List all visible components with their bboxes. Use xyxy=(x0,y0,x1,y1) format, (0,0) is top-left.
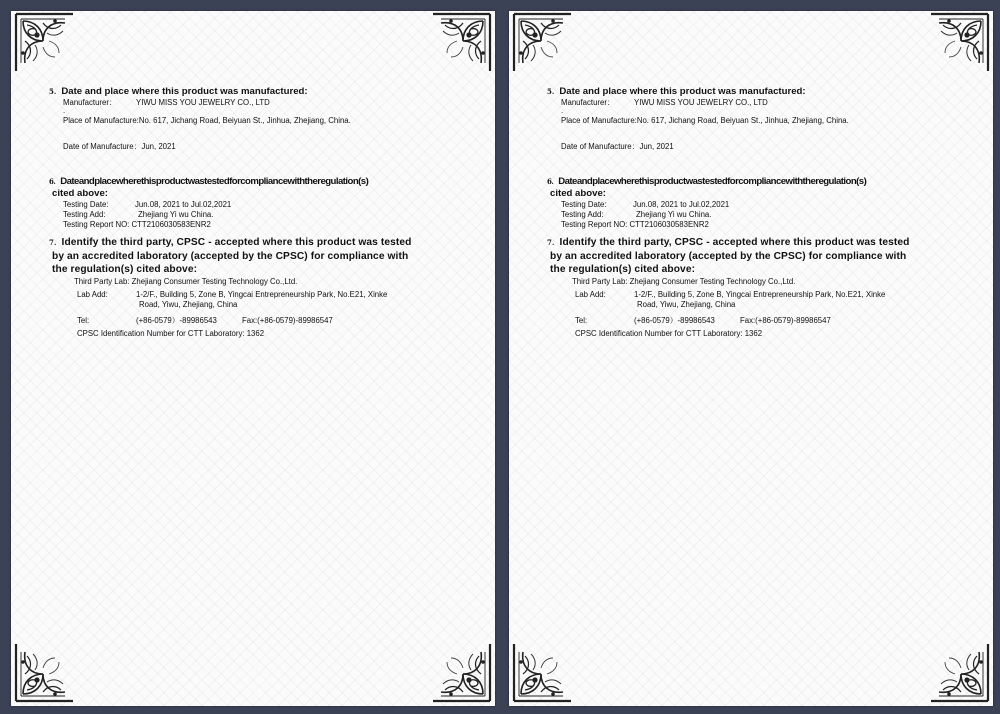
section-title-line2: by an accredited laboratory (accepted by the CPSC) for compliance with xyxy=(52,250,409,262)
testing-add-value: Zhejiang Yi wu China. xyxy=(636,210,712,219)
place-of-manufacture: Place of Manufacture:No. 617, Jichang Road, Beiyuan St., Jinhua, Zhejiang, China. xyxy=(561,116,849,125)
manufacturer-value: YIWU MISS YOU JEWELRY CO., LTD xyxy=(136,98,270,107)
date-of-manufacture: Date of Manufacture：Jun, 2021 xyxy=(63,142,176,151)
section-7-heading xyxy=(49,236,469,250)
certificate-page-2 xyxy=(509,11,993,706)
manufacturer-value: YIWU MISS YOU JEWELRY CO., LTD xyxy=(634,98,768,107)
lab-add-label: Lab Add: xyxy=(77,289,108,299)
section-title: Date and place where this product was manufactured: xyxy=(61,86,308,97)
testing-add-row xyxy=(49,210,469,220)
testing-date-row xyxy=(49,200,469,210)
section-7-heading xyxy=(547,236,967,250)
section-title-line2: cited above: xyxy=(52,188,108,199)
section-title-line1: Dateandplacewherethisproductwastestedforcompliancewiththeregulation(s) xyxy=(558,176,867,187)
dot-mark: . xyxy=(63,106,66,115)
section-number: 7. xyxy=(49,238,57,247)
section-title-line1: Identify the third party, CPSC - accepted where this product was tested xyxy=(559,237,910,248)
tel-value: (+86-0579）-89986543 xyxy=(136,315,217,325)
testing-date-row xyxy=(547,200,967,210)
lab-address-row xyxy=(49,290,469,300)
section-title-line1: Dateandplacewherethisproductwastestedforcompliancewiththeregulation(s) xyxy=(60,176,369,187)
tel-label: Tel: xyxy=(77,315,90,325)
section-number: 7. xyxy=(547,238,555,247)
testing-date-label: Testing Date: xyxy=(63,200,109,209)
testing-add-value: Zhejiang Yi wu China. xyxy=(138,210,214,219)
testing-date-label: Testing Date: xyxy=(561,200,607,209)
section-5-heading xyxy=(547,86,967,98)
corner-ornament-icon xyxy=(511,642,573,704)
corner-ornament-icon xyxy=(431,11,493,73)
corner-ornament-icon xyxy=(13,642,75,704)
section-title-line3: the regulation(s) cited above: xyxy=(550,264,696,275)
testing-add-label: Testing Add: xyxy=(63,210,106,219)
place-of-manufacture: Place of Manufacture:No. 617, Jichang Road, Beiyuan St., Jinhua, Zhejiang, China. xyxy=(63,116,351,125)
section-5-heading xyxy=(49,86,469,98)
corner-ornament-icon xyxy=(511,11,573,73)
page-content xyxy=(49,86,469,339)
section-title: Date and place where this product was manufactured: xyxy=(559,86,806,97)
lab-add-line2: Road, Yiwu, Zhejiang, China xyxy=(637,299,736,309)
section-6-heading xyxy=(547,176,967,188)
tel-label: Tel: xyxy=(575,315,588,325)
section-title-line1: Identify the third party, CPSC - accepted where this product was tested xyxy=(61,237,412,248)
third-party-lab: Third Party Lab: Zhejiang Consumer Testing Technology Co.,Ltd. xyxy=(74,276,298,286)
third-party-lab: Third Party Lab: Zhejiang Consumer Testing Technology Co.,Ltd. xyxy=(572,276,796,286)
tel-fax-row xyxy=(547,316,967,326)
section-title-line2: by an accredited laboratory (accepted by the CPSC) for compliance with xyxy=(550,250,907,262)
section-number: 5. xyxy=(49,87,57,96)
certificate-page-1 xyxy=(11,11,495,706)
lab-address-row xyxy=(547,290,967,300)
manufacturer-row xyxy=(49,98,469,108)
testing-report-number: Testing Report NO: CTT2106030583ENR2 xyxy=(561,220,709,229)
lab-add-line1: 1-2/F., Building 5, Zone B, Yingcai Entrepreneurship Park, No.E21, Xinke xyxy=(136,289,388,299)
corner-ornament-icon xyxy=(431,642,493,704)
section-6-heading xyxy=(49,176,469,188)
testing-date-value: Jun.08, 2021 to Jul.02,2021 xyxy=(633,200,730,209)
corner-ornament-icon xyxy=(929,11,991,73)
testing-add-row xyxy=(547,210,967,220)
section-number: 6. xyxy=(547,177,554,186)
manufacturer-label: Manufacturer： xyxy=(561,98,615,107)
lab-add-label: Lab Add: xyxy=(575,289,606,299)
lab-add-line1: 1-2/F., Building 5, Zone B, Yingcai Entrepreneurship Park, No.E21, Xinke xyxy=(634,289,886,299)
date-of-manufacture: Date of Manufacture：Jun, 2021 xyxy=(561,142,674,151)
tel-fax-row xyxy=(49,316,469,326)
testing-add-label: Testing Add: xyxy=(561,210,604,219)
cpsc-identification: CPSC Identification Number for CTT Laboratory: 1362 xyxy=(77,328,265,338)
testing-report-number: Testing Report NO: CTT2106030583ENR2 xyxy=(63,220,211,229)
corner-ornament-icon xyxy=(929,642,991,704)
cpsc-identification: CPSC Identification Number for CTT Laboratory: 1362 xyxy=(575,328,763,338)
manufacturer-label: Manufacturer： xyxy=(63,98,117,107)
section-title-line3: the regulation(s) cited above: xyxy=(52,264,198,275)
testing-date-value: Jun.08, 2021 to Jul.02,2021 xyxy=(135,200,232,209)
dot-mark: . xyxy=(561,106,564,115)
fax-value: Fax:(+86-0579)-89986547 xyxy=(740,315,831,325)
lab-add-line2: Road, Yiwu, Zhejiang, China xyxy=(139,299,238,309)
section-number: 5. xyxy=(547,87,555,96)
section-number: 6. xyxy=(49,177,56,186)
manufacturer-row xyxy=(547,98,967,108)
section-title-line2: cited above: xyxy=(550,188,606,199)
page-content xyxy=(547,86,967,339)
corner-ornament-icon xyxy=(13,11,75,73)
fax-value: Fax:(+86-0579)-89986547 xyxy=(242,315,333,325)
tel-value: (+86-0579）-89986543 xyxy=(634,315,715,325)
